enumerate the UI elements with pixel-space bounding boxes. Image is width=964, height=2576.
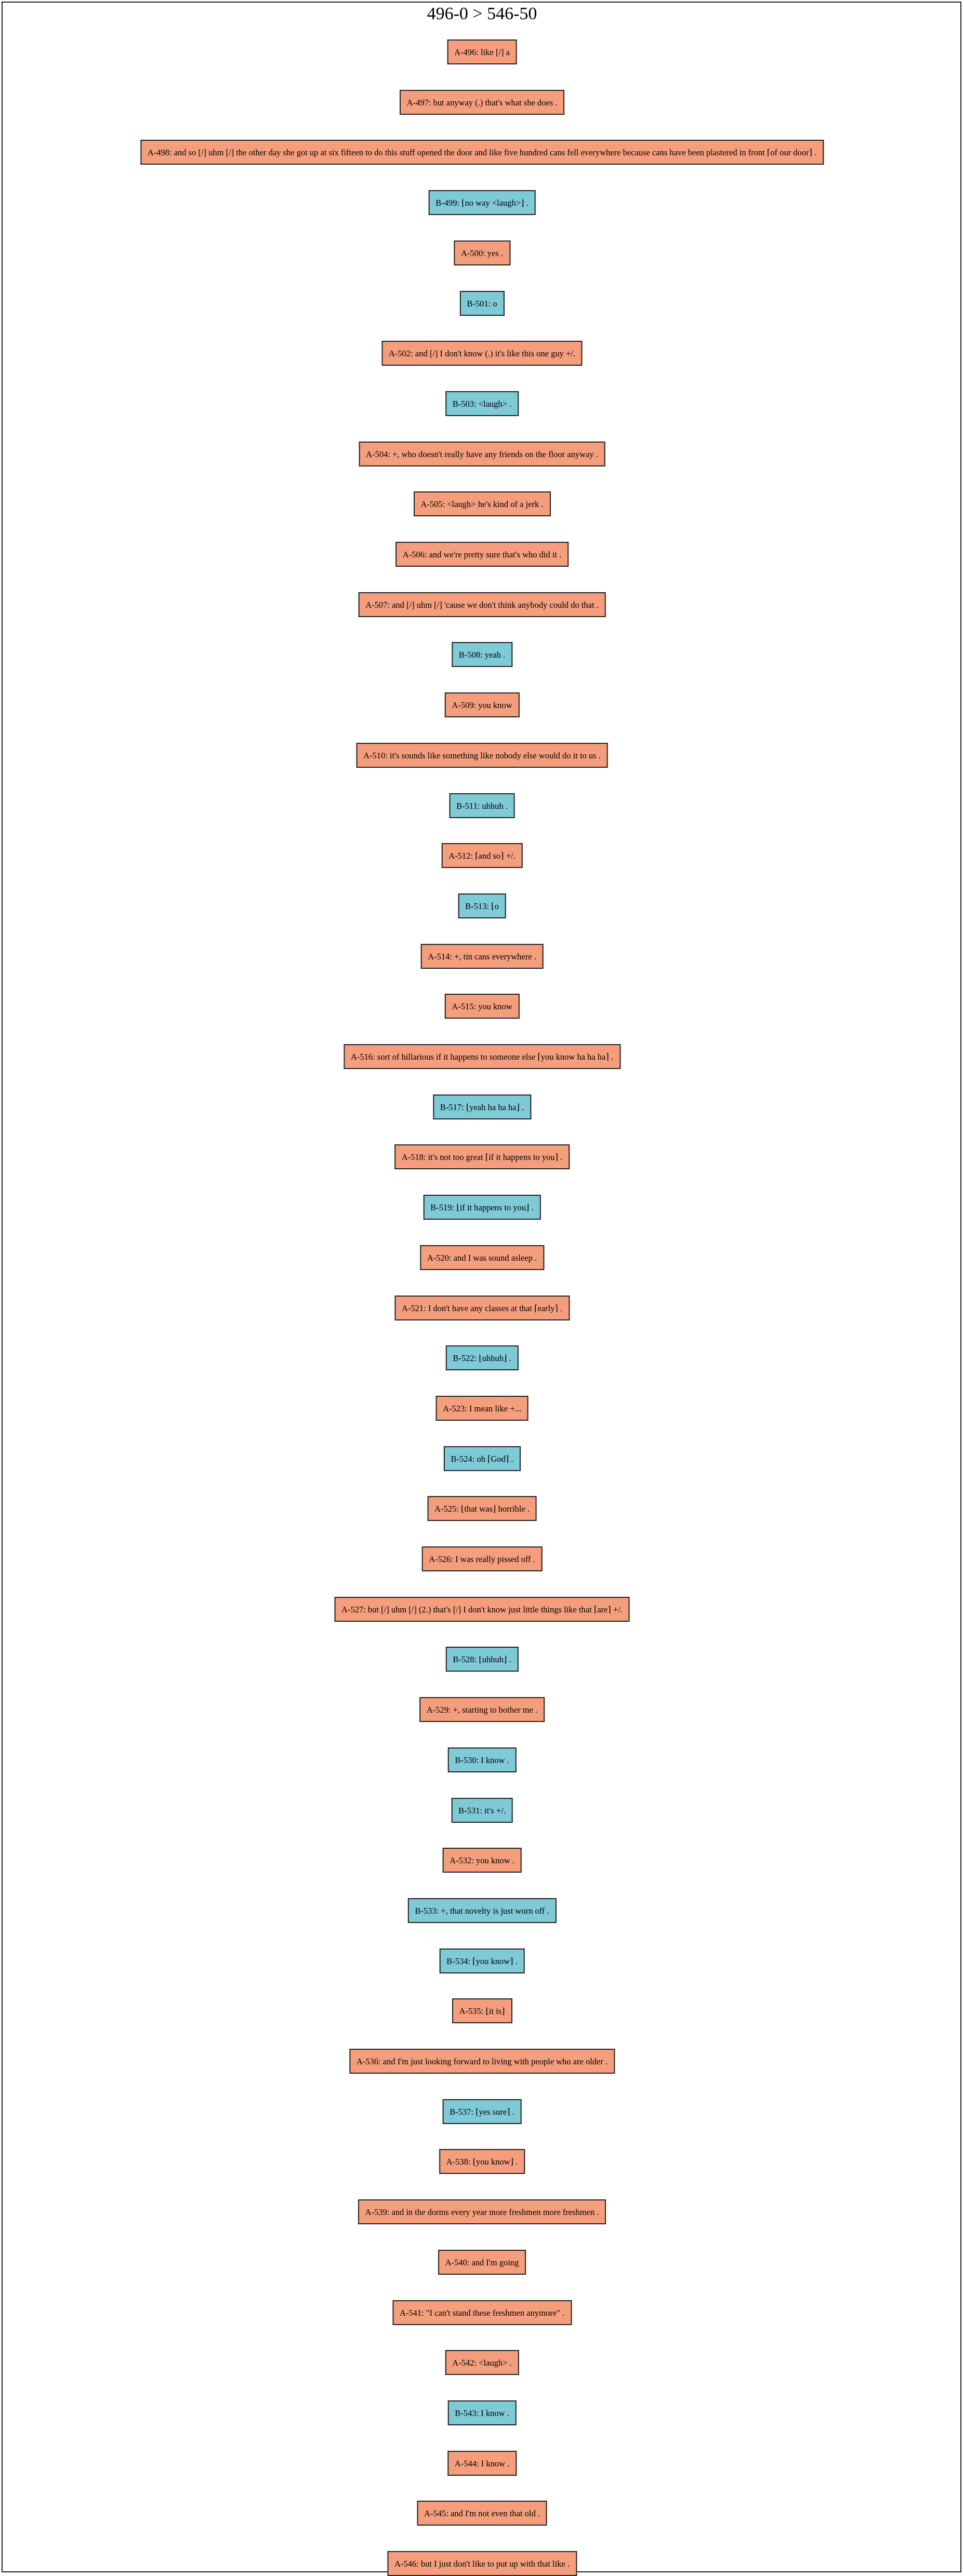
utterance-node-a-515[interactable]: A-515: you know <box>444 994 519 1019</box>
utterance-node-b-537[interactable]: B-537: ⌈yes sure⌉ . <box>442 2099 522 2124</box>
utterance-node-a-539[interactable]: A-539: and in the dorms every year more freshmen more freshmen . <box>358 2199 606 2224</box>
utterance-node-b-531[interactable]: B-531: it's +/. <box>451 1798 513 1823</box>
utterance-node-b-533[interactable]: B-533: +, that novelty is just worn off . <box>407 1898 556 1923</box>
utterance-node-a-496[interactable]: A-496: like [/] a <box>447 39 517 64</box>
utterance-node-a-510[interactable]: A-510: it's sounds like something like nobody else would do it to us . <box>356 743 608 768</box>
utterance-node-a-545[interactable]: A-545: and I'm not even that old . <box>417 2501 547 2526</box>
utterance-node-b-528[interactable]: B-528: ⌊uhhuh⌋ . <box>445 1647 518 1672</box>
utterance-node-b-513[interactable]: B-513: ⌊o <box>458 893 506 918</box>
diagram-title: 496-0 > 546-50 <box>427 4 537 23</box>
utterance-node-a-497[interactable]: A-497: but anyway (.) that's what she does . <box>400 90 565 115</box>
utterance-node-a-514[interactable]: A-514: +, tin cans everywhere . <box>420 944 544 969</box>
utterance-node-a-509[interactable]: A-509: you know <box>444 692 519 717</box>
utterance-node-a-525[interactable]: A-525: ⌊that was⌋ horrible . <box>427 1496 537 1521</box>
utterance-node-a-546[interactable]: A-546: but I just don't like to put up with that like . <box>387 2551 577 2576</box>
utterance-node-b-517[interactable]: B-517: ⌊yeah ha ha ha⌋ . <box>433 1095 531 1119</box>
utterance-node-a-520[interactable]: A-520: and I was sound asleep . <box>420 1245 544 1270</box>
utterance-node-b-519[interactable]: B-519: ⌊if it happens to you⌋ . <box>423 1195 540 1220</box>
utterance-node-a-500[interactable]: A-500: yes . <box>454 241 510 265</box>
utterance-node-a-505[interactable]: A-505: <laugh> he's kind of a jerk . <box>413 491 550 516</box>
utterance-node-a-540[interactable]: A-540: and I'm going <box>438 2250 526 2275</box>
utterance-node-a-535[interactable]: A-535: ⌊it is⌋ <box>452 1998 512 2023</box>
utterance-node-b-499[interactable]: B-499: ⌊no way <laugh>⌋ . <box>428 190 536 215</box>
utterance-node-a-518[interactable]: A-518: it's not too great ⌈if it happens to you⌉ . <box>394 1144 570 1169</box>
utterance-node-a-527[interactable]: A-527: but [/] uhm [/] (2.) that's [/] I don't know just little things like that ⌈are⌉ +/. <box>334 1597 630 1622</box>
utterance-node-b-524[interactable]: B-524: oh ⌈God⌉ . <box>443 1446 520 1471</box>
utterance-node-a-536[interactable]: A-536: and I'm just looking forward to living with people who are older . <box>349 2049 615 2074</box>
diagram-frame <box>2 2 961 2572</box>
utterance-node-b-530[interactable]: B-530: I know . <box>447 1747 517 1772</box>
utterance-node-b-501[interactable]: B-501: o <box>459 291 504 316</box>
utterance-node-b-522[interactable]: B-522: ⌊uhhuh⌋ . <box>445 1345 518 1370</box>
utterance-node-a-542[interactable]: A-542: <laugh> . <box>445 2350 519 2375</box>
utterance-node-a-523[interactable]: A-523: I mean like +... <box>435 1396 529 1421</box>
utterance-node-a-516[interactable]: A-516: sort of hillarious if it happens to someone else ⌈you know ha ha ha⌉ . <box>344 1044 620 1069</box>
utterance-node-a-498[interactable]: A-498: and so [/] uhm [/] the other day she got up at six fifteen to do this stuff opened the door and like five hundred cans fell everywhere because cans have been plastered in front ⌈of our door⌉ . <box>140 140 824 165</box>
utterance-node-b-534[interactable]: B-534: ⌈you know⌉ . <box>439 1948 525 1973</box>
utterance-node-a-532[interactable]: A-532: you know . <box>442 1848 522 1873</box>
utterance-node-a-541[interactable]: A-541: "I can't stand these freshmen anymore" . <box>392 2300 572 2325</box>
utterance-node-a-507[interactable]: A-507: and [/] uhm [/] 'cause we don't think anybody could do that . <box>358 592 606 617</box>
utterance-node-b-508[interactable]: B-508: yeah . <box>452 642 512 667</box>
utterance-node-a-512[interactable]: A-512: ⌈and so⌉ +/. <box>441 843 523 868</box>
utterance-node-b-543[interactable]: B-543: I know . <box>447 2400 517 2425</box>
utterance-node-a-544[interactable]: A-544: I know . <box>447 2451 517 2476</box>
utterance-node-a-506[interactable]: A-506: and we're pretty sure that's who did it . <box>395 542 569 567</box>
utterance-node-a-529[interactable]: A-529: +, starting to bother me . <box>419 1697 545 1722</box>
utterance-node-b-511[interactable]: B-511: uhhuh . <box>449 793 515 818</box>
utterance-node-a-504[interactable]: A-504: +, who doesn't really have any friends on the floor anyway . <box>359 442 605 466</box>
utterance-node-a-538[interactable]: A-538: ⌊you know⌋ . <box>439 2149 525 2174</box>
utterance-node-a-521[interactable]: A-521: I don't have any classes at that ⌈early⌉ . <box>394 1296 570 1320</box>
utterance-node-b-503[interactable]: B-503: <laugh> . <box>445 391 519 416</box>
utterance-node-a-526[interactable]: A-526: I was really pissed off . <box>421 1546 543 1571</box>
utterance-node-a-502[interactable]: A-502: and [/] I don't know (.) it's like this one guy +/. <box>381 341 583 366</box>
